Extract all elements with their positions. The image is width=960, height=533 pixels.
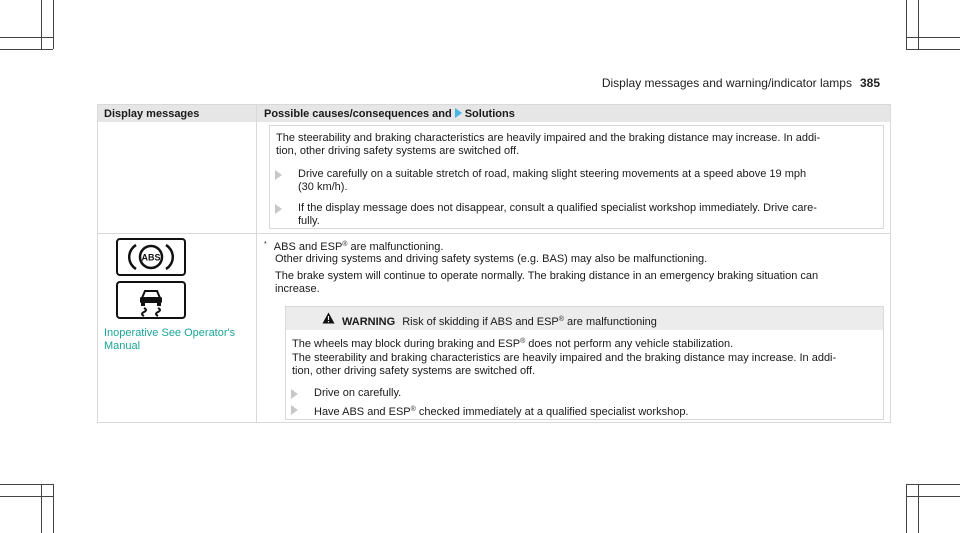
crop-mark — [0, 484, 53, 485]
row1-bullet-1-line1: Drive carefully on a suitable stretch of road, making slight steering movements at a speed above 19 mph — [298, 168, 807, 180]
row1-bullet-2-line2: fully. — [298, 215, 320, 227]
registered-mark: ® — [558, 316, 564, 323]
row2-line4: increase. — [275, 283, 320, 295]
warning-risk-text-end: are malfunctioning — [563, 316, 657, 328]
abs-esp-text: ABS and ESP — [273, 241, 343, 253]
header-title: Display messages and warning/indicator lamps — [601, 76, 852, 90]
warning-body-line2: The steerability and braking characteristics are heavily impaired and the braking distance may increase. In addi- — [292, 352, 837, 364]
abs-warning-icon — [116, 238, 186, 276]
esp-skid-icon — [116, 281, 186, 319]
warning-header — [286, 307, 883, 330]
warning-body1-text: The wheels may block during braking and ESP — [292, 338, 521, 350]
display-message-text — [104, 327, 254, 353]
col-header-display-messages: Display messages — [104, 108, 200, 120]
bullet-arrow-icon — [291, 405, 298, 415]
crop-mark — [906, 496, 960, 497]
row1-bullet-1 — [298, 168, 806, 194]
warning-bullet-1-text: Drive on carefully. — [314, 387, 402, 399]
crop-mark — [0, 49, 53, 50]
table-header-row — [98, 105, 890, 122]
col-header-causes-solutions — [264, 108, 515, 120]
row1-paragraph-line1: The steerability and braking characteristics are heavily impaired and the braking distance may increase. In addi- — [276, 132, 821, 144]
col-header-causes-text: Possible causes/consequences and — [264, 108, 452, 120]
footnote-star: * — [264, 241, 267, 248]
abs-esp-malfunction-line — [264, 238, 443, 254]
crop-mark — [918, 484, 919, 533]
bullet-arrow-icon — [275, 204, 282, 214]
crop-mark — [906, 49, 960, 50]
registered-mark: ® — [410, 406, 416, 413]
row1-bullet-2-line1: If the display message does not disappear, consult a qualified specialist workshop immediately. Drive care- — [298, 202, 817, 214]
warning-bullet-1 — [314, 387, 401, 400]
warning-title — [342, 313, 657, 329]
crop-mark — [41, 484, 42, 533]
crop-mark — [0, 496, 53, 497]
malfunction-text: are malfunctioning. — [347, 241, 444, 253]
registered-mark: ® — [520, 338, 526, 345]
row-divider — [98, 233, 890, 234]
play-arrow-icon — [455, 108, 462, 118]
display-message-line2: Manual — [104, 340, 141, 352]
warning-body1-text-end: does not perform any vehicle stabilization. — [525, 338, 734, 350]
warning-triangle-icon — [322, 312, 335, 324]
row2-line2: Other driving systems and driving safety systems (e.g. BAS) may also be malfunctioning. — [275, 253, 708, 265]
display-message-line1: Inoperative See Operator's — [104, 327, 236, 339]
page-number: 385 — [859, 76, 880, 90]
registered-mark: ® — [342, 241, 348, 248]
row2-line3: The brake system will continue to operate normally. The braking distance in an emergency braking situation can — [275, 270, 819, 282]
crop-mark — [41, 0, 42, 49]
bullet-arrow-icon — [275, 170, 282, 180]
row1-bullet-1-line2: (30 km/h). — [298, 181, 348, 193]
warning-bullet-2-text — [314, 403, 689, 419]
crop-mark — [0, 37, 53, 38]
crop-mark — [906, 484, 907, 533]
warning-bullet-2-pre: Have ABS and ESP — [314, 406, 411, 418]
warning-label: WARNING — [342, 316, 396, 328]
warning-body-line3: tion, other driving safety systems are switched off. — [292, 365, 536, 377]
row1-paragraph-line2: tion, other driving safety systems are switched off. — [276, 145, 520, 157]
warning-bullet-2 — [314, 403, 689, 419]
row1-bullet-2 — [298, 202, 817, 228]
crop-mark — [53, 484, 54, 533]
messages-table — [97, 104, 891, 423]
svg-text:ABS: ABS — [141, 252, 161, 263]
warning-body-line1 — [292, 335, 733, 351]
column-divider — [256, 105, 257, 422]
crop-mark — [906, 484, 960, 485]
crop-mark — [906, 37, 960, 38]
crop-mark — [53, 0, 54, 49]
warning-risk-text: Risk of skidding if ABS and ESP — [402, 316, 559, 328]
crop-mark — [918, 0, 919, 49]
warning-bullet-2-post: checked immediately at a qualified specialist workshop. — [415, 406, 689, 418]
running-header — [602, 76, 880, 90]
bullet-arrow-icon — [291, 389, 298, 399]
col-header-solutions-text: Solutions — [464, 108, 515, 120]
crop-mark — [906, 0, 907, 49]
